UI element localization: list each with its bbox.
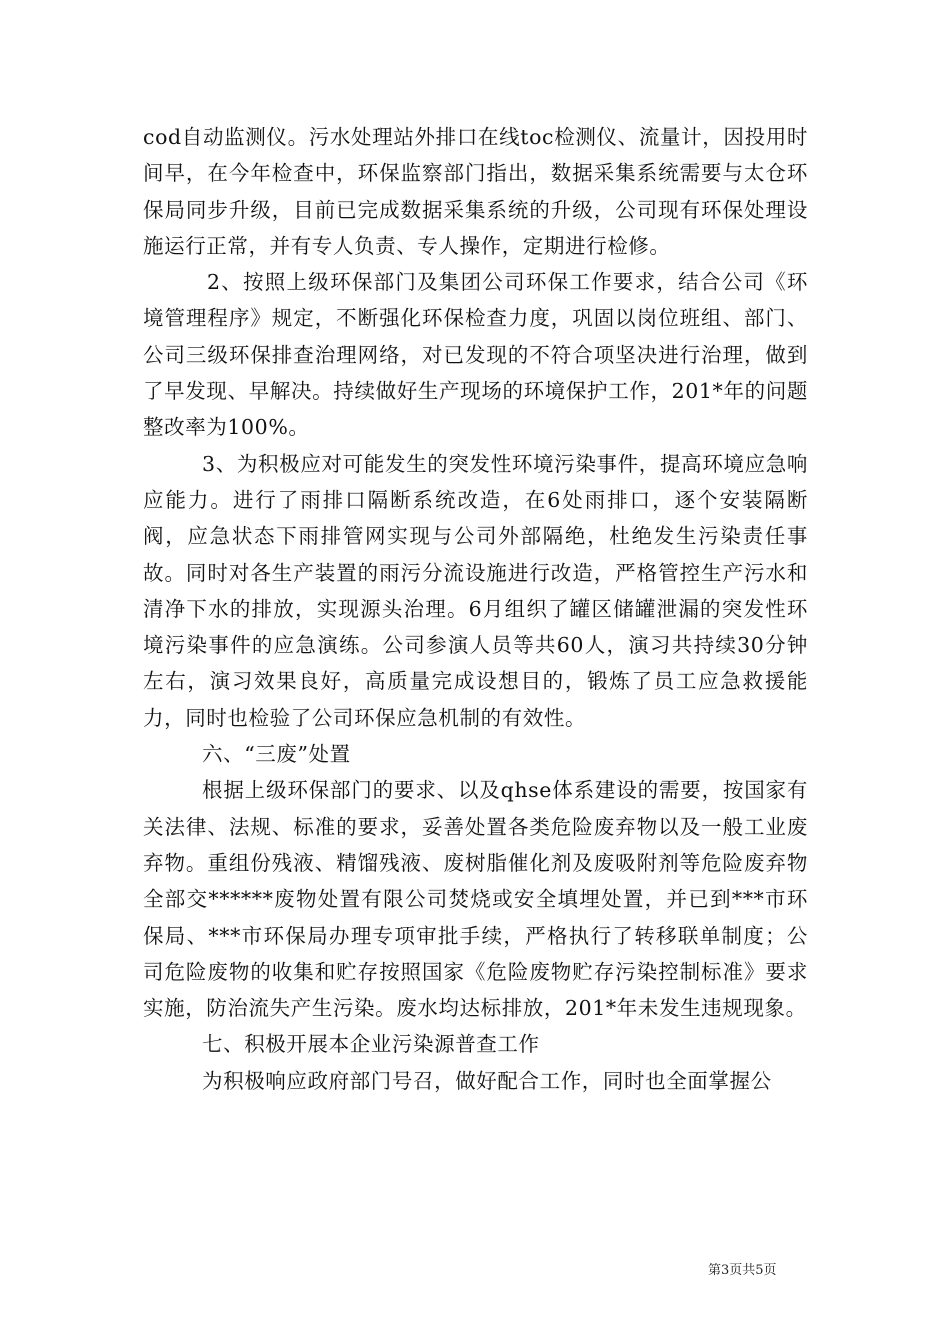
section-heading-waste-disposal: 六、“三废”处置 (202, 742, 351, 767)
paragraph-item-2: 2、按照上级环保部门及集团公司环保工作要求，结合公司《环境管理程序》规定，不断强化环保检查力度，巩固以岗位班组、部门、公司三级环保排查治理网络，对已发现的不符合项坚决进行治理，做到了早发现、早解决。持续做好生产现场的环境保护工作，201*年的问题整改率为100%。 (143, 270, 808, 440)
paragraph-waste-disposal: 根据上级环保部门的要求、以及qhse体系建设的需要，按国家有关法律、法规、标准的要求，妥善处置各类危险废弃物以及一般工业废弃物。重组份残液、精馏残液、废树脂催化剂及废吸附剂等危险废弃物全部交******废物处置有限公司焚烧或安全填埋处置，并已到***市环保局、***市环保局办理专项审批手续，严格执行了转移联单制度；公司危险废物的收集和贮存按照国家《危险废物贮存污染控制标准》要求实施，防治流失产生污染。废水均达标排放，201*年未发生违规现象。 (143, 778, 808, 1021)
document-body (143, 119, 808, 1099)
page-number: 第3页共5页 (708, 1263, 777, 1278)
paragraph-pollution-census: 为积极响应政府部门号召，做好配合工作，同时也全面掌握公 (202, 1068, 772, 1093)
paragraph-item-3: 3、为积极应对可能发生的突发性环境污染事件，提高环境应急响应能力。进行了雨排口隔断系统改造，在6处雨排口，逐个安装隔断阀，应急状态下雨排管网实现与公司外部隔绝，杜绝发生污染责任事故。同时对各生产装置的雨污分流设施进行改造，严格管控生产污水和清净下水的排放，实现源头治理。6月组织了罐区储罐泄漏的突发性环境污染事件的应急演练。公司参演人员等共60人，演习共持续30分钟左右，演习效果良好，高质量完成设想目的，锻炼了员工应急救援能力，同时也检验了公司环保应急机制的有效性。 (143, 451, 808, 730)
paragraph-monitoring-continuation: cod自动监测仪。污水处理站外排口在线toc检测仪、流量计，因投用时间早，在今年检查中，环保监察部门指出，数据采集系统需要与太仓环保局同步升级，目前已完成数据采集系统的升级，公司现有环保处理设施运行正常，并有专人负责、专人操作，定期进行检修。 (143, 125, 808, 258)
section-heading-pollution-census: 七、积极开展本企业污染源普查工作 (202, 1032, 540, 1057)
